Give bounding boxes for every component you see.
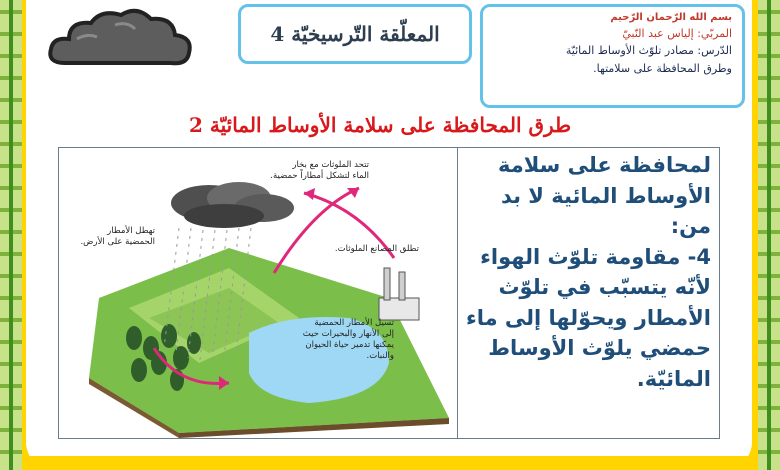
title-box [238, 4, 472, 64]
text-line: المائيّة. [636, 366, 711, 391]
label-top: تتحد الملوثات مع بخار الماء لتشكل أمطاراً حمضية. [270, 160, 369, 181]
text-line: من: [670, 214, 711, 238]
label-bottom: تسيل الأمطار الحمضية إلى الأنهار والبحيرات حيث يمكنها تدمير حياة الحيوان والنبات. [302, 318, 394, 361]
text-line: الأمطار ويحوّلها إلى ماء [465, 305, 711, 330]
label-right: تطلق المصانع الملوثات. [334, 244, 419, 254]
text-line: حمضي يلوّث الأوساط [488, 336, 711, 360]
basmala-text: بسم الله الرّحمان الرّحيم [610, 12, 732, 23]
bottom-border [22, 456, 758, 470]
page-title: المعلّقة التّرسيخيّة 4 [270, 22, 440, 46]
explanation-text [457, 148, 719, 438]
text-line: لأنّه يتسبّب في تلوّث [498, 275, 711, 299]
section-heading: طرق المحافظة على سلامة الأوساط المائيّة 2 [188, 113, 572, 137]
teacher-name: المربّي: إلياس عبد النّبيّ [622, 27, 732, 40]
text-line: الأوساط المائية لا بد [500, 183, 711, 208]
lesson-info-box [480, 4, 745, 108]
content-panel [58, 147, 720, 439]
lesson-title-line2: وطرق المحافظة على سلامتها. [593, 62, 732, 75]
label-left: تهطل الأمطار الحمضية على الأرض. [80, 226, 155, 247]
rain-cloud [171, 182, 294, 228]
left-vine-border [0, 0, 22, 470]
acid-rain-diagram [59, 148, 456, 438]
right-vine-border [758, 0, 780, 470]
text-line: لمحافظة على سلامة [497, 153, 711, 177]
factory-icon [379, 268, 419, 320]
text-line: 4- مقاومة تلوّث الهواء [480, 244, 711, 269]
cloud-icon [45, 5, 195, 75]
lesson-title-line1: الدّرس: مصادر تلوّث الأوساط المائيّة [565, 44, 732, 57]
